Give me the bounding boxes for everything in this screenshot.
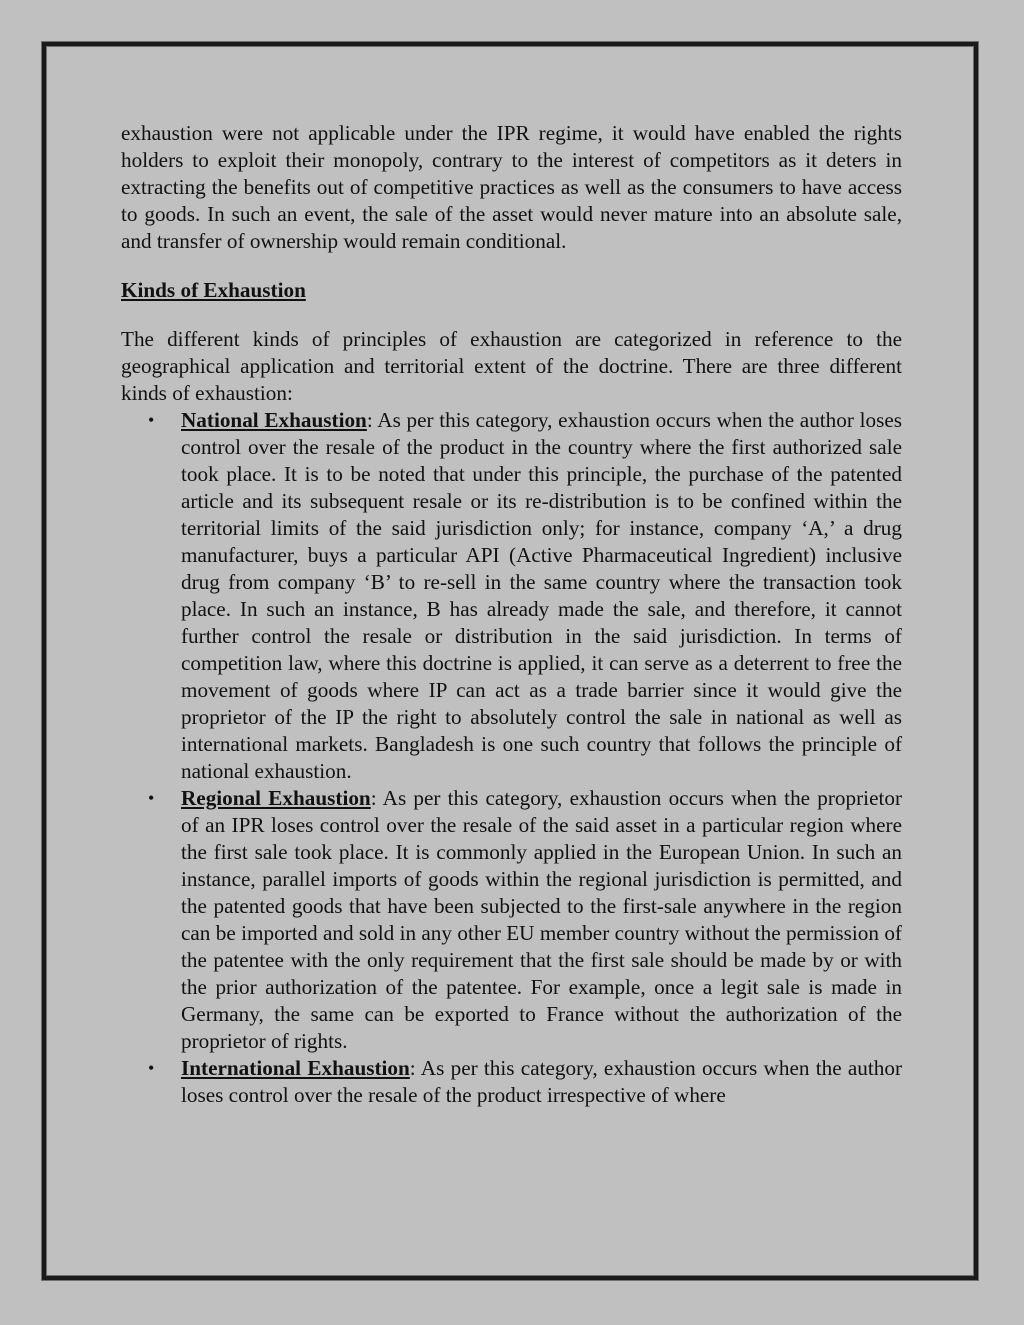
list-item-national [121, 407, 902, 785]
list-item-international [121, 1055, 902, 1109]
section-paragraph: The different kinds of principles of exhaustion are categorized in reference to the geographical application and territorial extent of the doctrine. There are three different kinds of exhaustion: [121, 327, 902, 405]
bullet-icon: • [148, 788, 155, 808]
term-international-exhaustion: International Exhaustion [181, 1056, 410, 1080]
bullet-icon: • [148, 1058, 155, 1078]
document-body [121, 120, 902, 1109]
list-item-regional [121, 785, 902, 1055]
section-heading: Kinds of Exhaustion [121, 278, 306, 302]
text-national-exhaustion: : As per this category, exhaustion occurs when the author loses control over the resale of the product in the country where the first authorized sale took place. It is to be noted that under this principle, the purchase of the patented article and its subsequent resale or its re-distribution is to be confined within the territorial limits of the said jurisdiction only; for instance, company ‘A,’ a drug manufacturer, buys a particular API (Active Pharmaceutical Ingredient) inclusive drug from company ‘B’ to re-sell in the same country where the transaction took place. In such an instance, B has already made the sale, and therefore, it cannot further control the resale or distribution in the said jurisdiction. In terms of competition law, where this doctrine is applied, it can serve as a deterrent to free the movement of goods where IP can act as a trade barrier since it would give the proprietor of the IP the right to absolutely control the sale in national as well as international markets. Bangladesh is one such country that follows the principle of national exhaustion. [181, 408, 903, 783]
term-national-exhaustion: National Exhaustion [181, 408, 367, 432]
exhaustion-kinds-list [121, 407, 902, 1109]
text-international-exhaustion: : As per this category, exhaustion occurs when the author loses control over the resale of the product irrespective of where [181, 1056, 902, 1107]
bullet-icon: • [148, 410, 155, 430]
term-regional-exhaustion: Regional Exhaustion [181, 786, 371, 810]
text-regional-exhaustion: : As per this category, exhaustion occurs when the proprietor of an IPR loses control over the resale of the said asset in a particular region where the first sale took place. It is commonly applied in the European Union. In such an instance, parallel imports of goods within the regional jurisdiction is permitted, and the patented goods that have been subjected to the first-sale anywhere in the region can be imported and sold in any other EU member country without the permission of the patentee with the only requirement that the first sale should be made by or with the prior authorization of the patentee. For example, once a legit sale is made in Germany, the same can be exported to France without the authorization of the proprietor of rights. [181, 786, 903, 1053]
intro-paragraph: exhaustion were not applicable under the IPR regime, it would have enabled the rights holders to exploit their monopoly, contrary to the interest of competitors as it deters in extracting the benefits out of competitive practices as well as the consumers to have access to goods. In such an event, the sale of the asset would never mature into an absolute sale, and transfer of ownership would remain conditional. [121, 121, 902, 253]
